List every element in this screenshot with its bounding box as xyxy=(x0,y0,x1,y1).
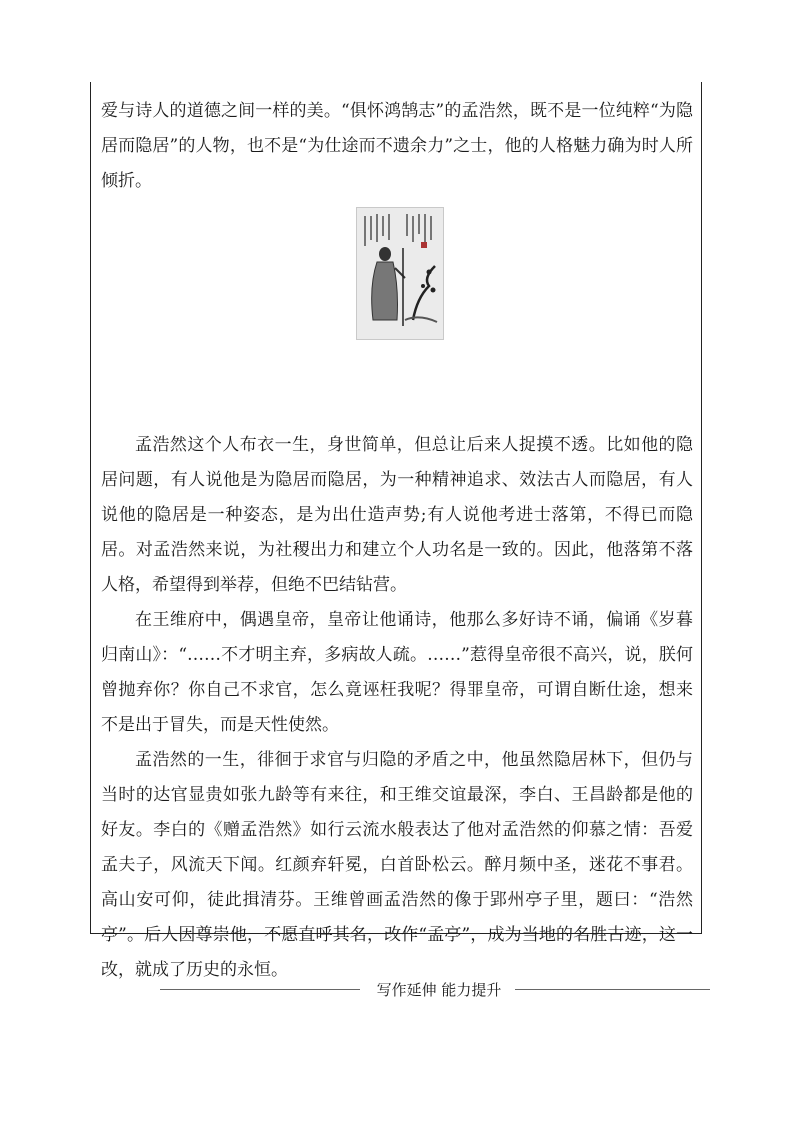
paragraph-4: 孟浩然的一生，徘徊于求官与归隐的矛盾之中，他虽然隐居林下，但仍与当时的达官显贵如张九龄等有来往，和王维交谊最深，李白、王昌龄都是他的好友。李白的《赠孟浩然》如行云流水般表达了他对孟浩然的仰慕之情：吾爱孟夫子，风流天下闻。红颜弃轩冕，白首卧松云。醉月频中圣，迷花不事君。高山安可仰，徒此揖清芬。王维曾画孟浩然的像于郢州亭子里，题曰：“浩然亭”。后人因尊崇他，不愿直呼其名，改作“孟亭”，成为当地的名胜古迹，这一改，就成了历史的永恒。 xyxy=(101,750,693,980)
ink-painting-drawing xyxy=(357,208,443,339)
paragraph-3: 在王维府中，偶遇皇帝，皇帝让他诵诗，他那么多好诗不诵，偏诵《岁暮归南山》：“……不才明主弃，多病故人疏。……”惹得皇帝很不高兴，说，朕何曾抛弃你？你自己不求官，怎么竟诬枉我呢？得罪皇帝，可谓自断仕途，想来不是出于冒失，而是天性使然。 xyxy=(101,610,693,735)
footer-rule-right xyxy=(515,989,710,990)
ink-painting-image xyxy=(356,207,444,340)
paragraph-1: 爱与诗人的道德之间一样的美。“俱怀鸿鹄志”的孟浩然，既不是一位纯粹“为隐居而隐居”的人物，也不是“为仕途而不遗余力”之士，他的人格魅力确为时人所倾折。 xyxy=(101,101,693,191)
footer-heading: 写作延伸 能力提升 xyxy=(376,981,502,999)
section-footer xyxy=(160,978,710,1002)
content-box xyxy=(90,82,702,980)
footer-rule-left xyxy=(160,989,360,990)
paragraph-2: 孟浩然这个人布衣一生，身世简单，但总让后来人捉摸不透。比如他的隐居问题，有人说他是为隐居而隐居，为一种精神追求、效法古人而隐居，有人说他的隐居是一种姿态，是为出仕造声势;有人说他考进士落第，不得已而隐居。对孟浩然来说，为社稷出力和建立个人功名是一致的。因此，他落第不落人格，希望得到举荐，但绝不巴结钻营。 xyxy=(101,435,693,595)
